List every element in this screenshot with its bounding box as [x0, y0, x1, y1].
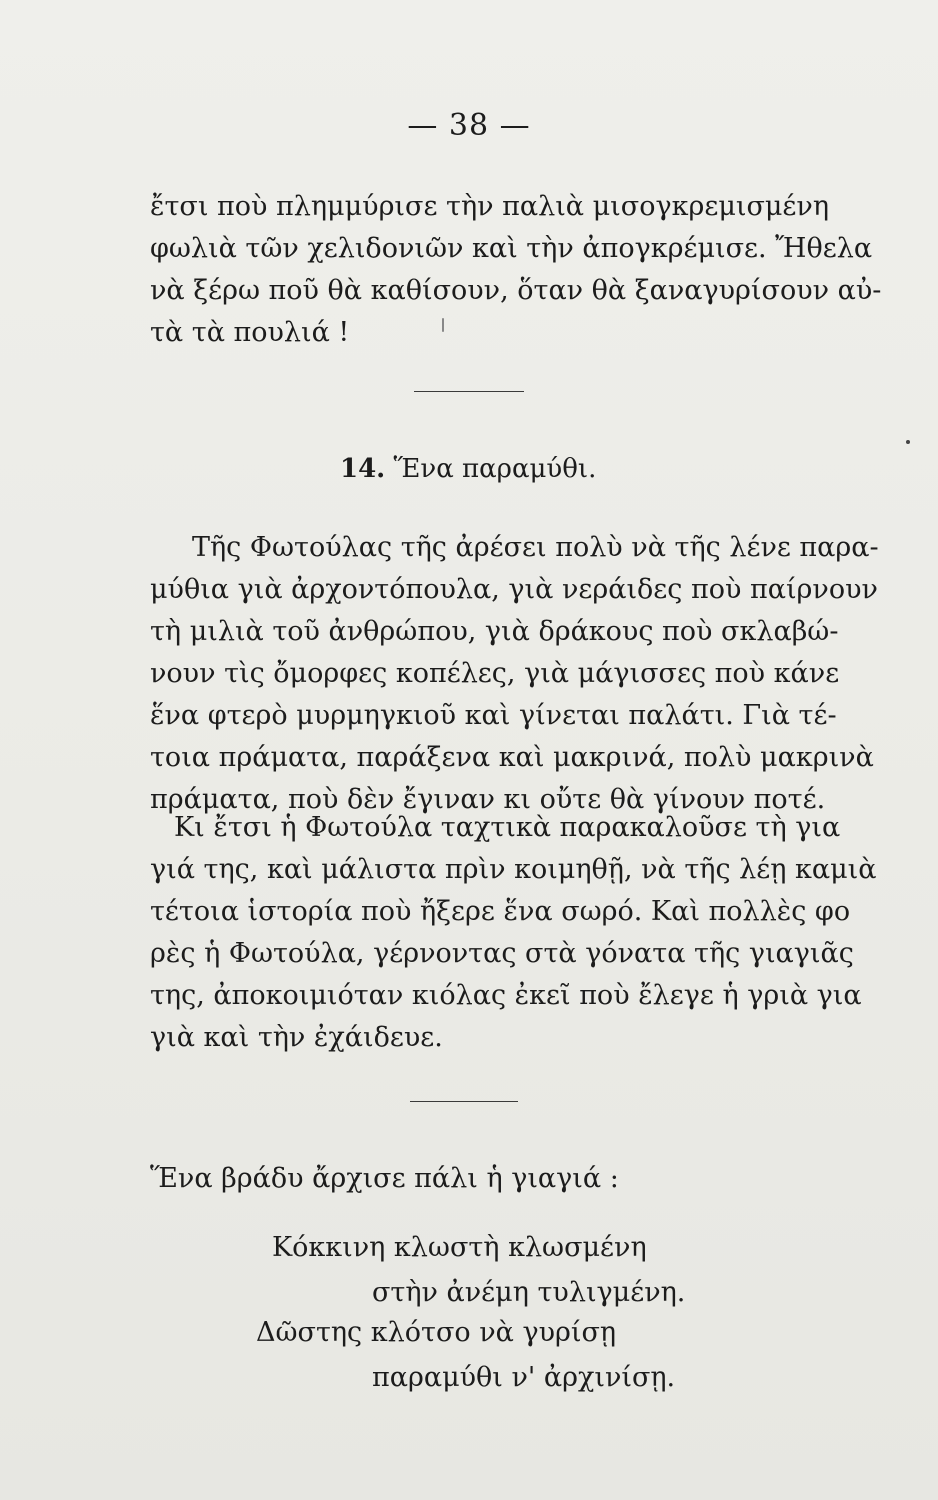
text-line: ἔτσι ποὺ πλημμύρισε τὴν παλιὰ μισογκρεμισμένη	[150, 191, 830, 222]
text-line: μύθια γιὰ ἀρχοντόπουλα, γιὰ νεράιδες ποὺ παίρνουν	[150, 574, 878, 605]
verse-line: παραμύθι ν' ἀρχινίσῃ.	[372, 1362, 676, 1393]
text-line: πράματα, ποὺ δὲν ἔγιναν κι οὔτε θὰ γίνουν ποτέ.	[150, 784, 826, 815]
text-line: ἕνα φτερὸ μυρμηγκιοῦ καὶ γίνεται παλάτι. Γιὰ τέ-	[150, 700, 837, 731]
text-line: γιὰ καὶ τὴν ἐχάιδευε.	[150, 1022, 443, 1053]
text-line: τὴ μιλιὰ τοῦ ἀνθρώπου, γιὰ δράκους ποὺ σκλαβώ-	[150, 616, 839, 647]
section-heading	[340, 454, 596, 484]
section-divider	[410, 1101, 518, 1102]
verse-line: Κόκκινη κλωστὴ κλωσμένη	[272, 1232, 647, 1263]
text-line: τέτοια ἱστορία ποὺ ἤξερε ἕνα σωρό. Καὶ πολλὲς φο	[150, 896, 851, 927]
text-line: τὰ τὰ πουλιά !	[150, 317, 350, 348]
text-line: τοια πράματα, παράξενα καὶ μακρινά, πολὺ μακρινὰ	[150, 742, 874, 773]
page-number: — 38 —	[407, 108, 531, 143]
text-line: ρὲς ἡ Φωτούλα, γέρνοντας στὰ γόνατα τῆς γιαγιᾶς	[150, 938, 854, 969]
intro-line: Ἕνα βράδυ ἄρχισε πάλι ἡ γιαγιά :	[150, 1163, 619, 1194]
text-line: γιά της, καὶ μάλιστα πρὶν κοιμηθῇ, νὰ τῆς λέῃ καμιὰ	[150, 854, 877, 885]
verse-line: στὴν ἀνέμη τυλιγμένη.	[372, 1277, 686, 1308]
verse-line: Δῶστης κλότσο νὰ γυρίσῃ	[256, 1317, 617, 1348]
text-line: Κι ἔτσι ἡ Φωτούλα ταχτικὰ παρακαλοῦσε τὴ για	[174, 812, 841, 843]
top-paragraph	[150, 186, 882, 354]
section-number: 14.	[340, 454, 386, 484]
ink-speck	[442, 318, 444, 332]
paragraph	[150, 527, 879, 821]
text-line: της, ἀποκοιμιόταν κιόλας ἐκεῖ ποὺ ἔλεγε ἡ γριὰ για	[150, 980, 862, 1011]
text-line: νὰ ξέρω ποῦ θὰ καθίσουν, ὅταν θὰ ξαναγυρίσουν αὐ-	[150, 275, 882, 306]
text-line: Τῆς Φωτούλας τῆς ἀρέσει πολὺ νὰ τῆς λένε παρα-	[192, 532, 879, 563]
text-line: φωλιὰ τῶν χελιδονιῶν καὶ τὴν ἀπογκρέμισε. Ἤθελα	[150, 233, 873, 264]
section-divider	[414, 391, 524, 392]
text-line: νουν τὶς ὄμορφες κοπέλες, γιὰ μάγισσες ποὺ κάνε	[150, 658, 840, 689]
ink-speck	[906, 440, 910, 444]
paragraph	[150, 807, 877, 1059]
section-title: Ἕνα παραμύθι.	[393, 454, 597, 484]
